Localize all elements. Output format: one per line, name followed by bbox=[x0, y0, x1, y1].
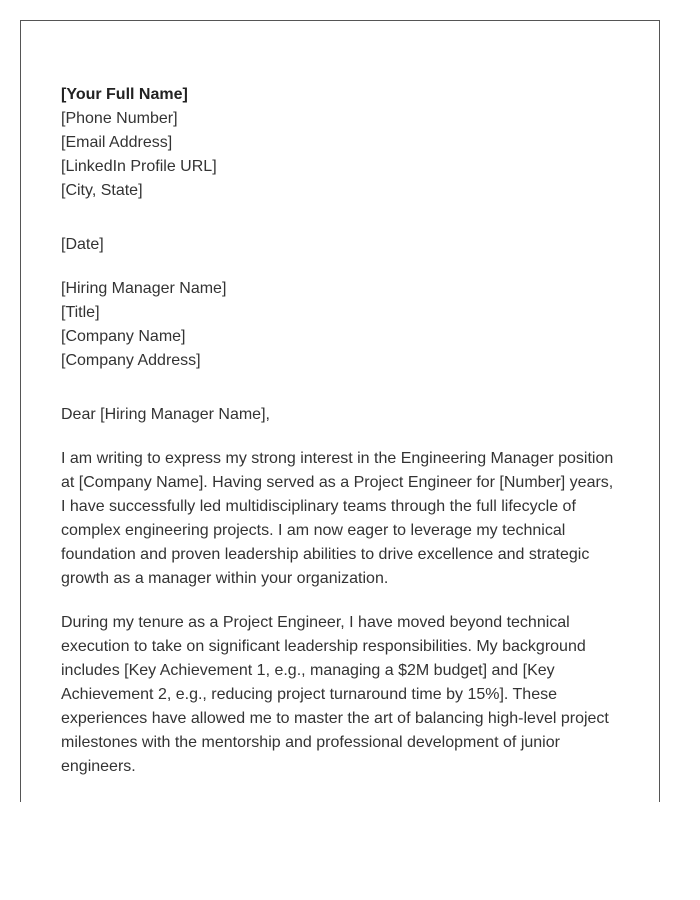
recipient-title: [Title] bbox=[61, 304, 100, 321]
paragraph-line: complex engineering projects. I am now eager to leverage my technical bbox=[61, 522, 566, 539]
sender-location: [City, State] bbox=[61, 182, 143, 199]
paragraph-line: at [Company Name]. Having served as a Project Engineer for [Number] years, bbox=[61, 474, 614, 491]
paragraph-line: During my tenure as a Project Engineer, I have moved beyond technical bbox=[61, 614, 570, 631]
body-paragraph-1 bbox=[61, 447, 621, 591]
salutation-block bbox=[61, 403, 621, 427]
paragraph-line: engineers. bbox=[61, 758, 136, 775]
date-block bbox=[61, 233, 621, 257]
paragraph-line: milestones with the mentorship and professional development of junior bbox=[61, 734, 560, 751]
recipient-address: [Company Address] bbox=[61, 352, 201, 369]
letter-content bbox=[61, 83, 621, 779]
sender-linkedin: [LinkedIn Profile URL] bbox=[61, 158, 217, 175]
salutation: Dear [Hiring Manager Name], bbox=[61, 406, 270, 423]
recipient-company: [Company Name] bbox=[61, 328, 186, 345]
paragraph-line: experiences have allowed me to master the art of balancing high-level project bbox=[61, 710, 609, 727]
letter-page bbox=[20, 20, 660, 802]
paragraph-line: execution to take on significant leadership responsibilities. My background bbox=[61, 638, 586, 655]
sender-phone: [Phone Number] bbox=[61, 110, 178, 127]
body-paragraph-2 bbox=[61, 611, 621, 779]
paragraph-line: growth as a manager within your organization. bbox=[61, 570, 389, 587]
paragraph-line: Achievement 2, e.g., reducing project turnaround time by 15%]. These bbox=[61, 686, 557, 703]
paragraph-line: I am writing to express my strong interest in the Engineering Manager position bbox=[61, 450, 614, 467]
sender-block bbox=[61, 83, 621, 203]
paragraph-line: includes [Key Achievement 1, e.g., managing a $2M budget] and [Key bbox=[61, 662, 555, 679]
recipient-block bbox=[61, 277, 621, 373]
paragraph-line: I have successfully led multidisciplinary teams through the full lifecycle of bbox=[61, 498, 576, 515]
letter-date: [Date] bbox=[61, 236, 104, 253]
sender-name: [Your Full Name] bbox=[61, 86, 188, 103]
recipient-name: [Hiring Manager Name] bbox=[61, 280, 227, 297]
paragraph-line: foundation and proven leadership abilities to drive excellence and strategic bbox=[61, 546, 590, 563]
sender-email: [Email Address] bbox=[61, 134, 173, 151]
